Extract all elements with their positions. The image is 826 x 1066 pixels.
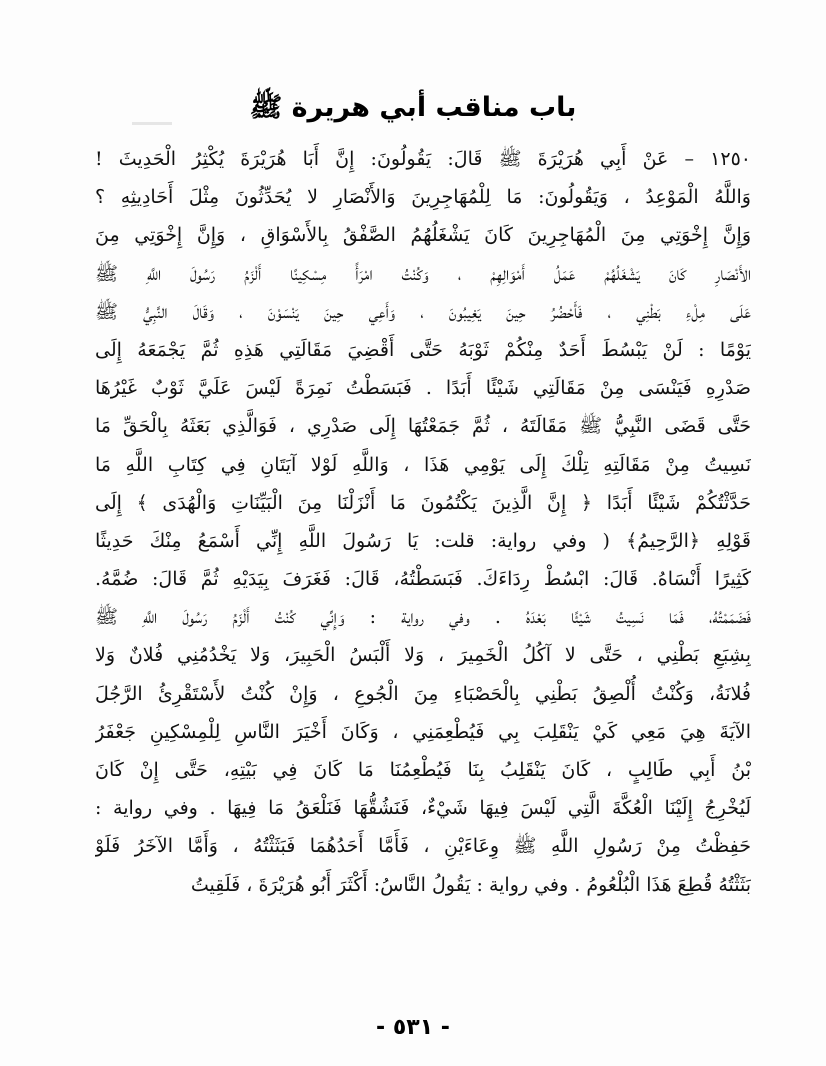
chapter-title: باب مناقب أبي هريرة ﷺ bbox=[249, 92, 577, 123]
text-line-11: قَوْلِهِ ﴿الرَّحِيمُ﴾ ( وفي رواية: قلت: يَا رَسُولَ اللَّهِ إِنِّي أَسْمَعُ مِنْكَ حَدِيثًا bbox=[95, 529, 751, 552]
text-line-4: الأَنْصَارِ كَانَ يَشْغَلُهُمْ عَمَلُ أَمْوَالِهِمْ ، وَكُنْتُ امْرَأً مِسْكِينًا أَلْزَمُ رَسُولَ اللَّهِ ﷺ bbox=[95, 262, 751, 285]
text-line-19: حَفِظْتُ مِنْ رَسُولِ اللَّهِ ﷺ وِعَاءَيْنِ ، فَأَمَّا أَحَدُهُمَا فَبَثَثْتُهُ ، وَأَمَّا الآخَرُ فَلَوْ bbox=[95, 835, 751, 858]
text-line-17: بْنُ أَبِي طَالِبٍ ، كَانَ يَنْقَلِبُ بِنَا فَيُطْعِمُنَا مَا كَانَ فِي بَيْتِهِ، حَتَّى إِنْ كَانَ bbox=[95, 759, 751, 781]
text-line-3: وَإِنَّ إِخْوَتِي مِنَ الْمُهَاجِرِينَ كَانَ يَشْغَلُهُمُ الصَّفْقُ بِالأَسْوَاقِ ، وَإِنَّ إِخْوَتِي مِنَ bbox=[95, 224, 751, 247]
page-number: - ٥٣١ - bbox=[376, 1015, 450, 1040]
text-line-6: يَوْمًا : لَنْ يَبْسُطَ أَحَدٌ مِنْكُمْ ثَوْبَهُ حَتَّى أَقْضِيَ مَقَالَتِي هَذِهِ ثُمَّ يَجْمَعَهُ إِلَى bbox=[95, 338, 751, 361]
hadith-text-block bbox=[95, 140, 751, 930]
text-line-13: فَضَمَمْتُهُ، فَمَا نَسِيتُ شَيْئًا بَعْدَهُ . وفي رواية : وَإِنِّي كُنْتُ أَلْزَمُ رَسُولَ اللَّهِ ﷺ bbox=[95, 606, 751, 629]
text-line-5: عَلَى مِلْءِ بَطْنِي ، فَأَحْضُرُ حِينَ يَغِيبُونَ ، وَأَعِي حِينَ يَنْسَوْنَ ، وَقَالَ النَّبِيُّ ﷺ bbox=[95, 300, 751, 323]
text-line-2: وَاللَّهُ الْمَوْعِدُ ، وَيَقُولُونَ: مَا لِلْمُهَاجِرِينَ وَالأَنْصَارِ لا يُحَدِّثُونَ مِثْلَ أَحَادِيثِهِ ؟ bbox=[95, 186, 751, 209]
text-line-8: حَتَّى قَضَى النَّبِيُّ ﷺ مَقَالَتَهُ ، ثُمَّ جَمَعْتُهَا إِلَى صَدْرِي ، فَوَالَّذِي بَعَثَهُ بِالْحَقِّ مَا bbox=[95, 415, 751, 438]
text-line-12: كَثِيرًا أَنْسَاهُ. قَالَ: ابْسُطْ رِدَاءَكَ. فَبَسَطْتُهُ، قَالَ: فَغَرَفَ بِيَدَيْهِ ثُمَّ قَالَ: ضُمَّهُ. bbox=[95, 568, 751, 591]
text-line-10: حَدَّثْتُكُمْ شَيْئًا أَبَدًا ﴿ إِنَّ الَّذِينَ يَكْتُمُونَ مَا أَنْزَلْنَا مِنَ الْبَيِّنَاتِ وَالْهُدَى ﴾ إِلَى bbox=[95, 491, 751, 514]
text-line-18: لَيُخْرِجُ إِلَيْنَا الْعُكَّةَ الَّتِي لَيْسَ فِيهَا شَيْءٌ، فَنَشُقُّهَا فَنَلْعَقُ مَا فِيهَا . وفي رواية : bbox=[95, 797, 751, 820]
text-line-7: صَدْرِهِ فَيَنْسَى مِنْ مَقَالَتِي شَيْئًا أَبَدًا . فَبَسَطْتُ نَمِرَةً لَيْسَ عَلَيَّ ثَوْبٌ غَيْرُهَا bbox=[95, 377, 751, 400]
text-line-1: ١٢٥٠ – عَنْ أَبِي هُرَيْرَةَ ﷺ قَالَ: يَقُولُونَ: إِنَّ أَبَا هُرَيْرَةَ يُكْثِرُ الْحَدِيثَ ! bbox=[95, 148, 751, 170]
text-line-20: بَثَثْتُهُ قُطِعَ هَذَا الْبُلْعُومُ . وفي رواية : يَقُولُ النَّاسُ: أَكْثَرَ أَبُو هُرَيْرَةَ ، فَلَقِيتُ bbox=[190, 873, 751, 896]
text-line-15: فُلانَةُ، وَكُنْتُ أُلْصِقُ بَطْنِي بِالْحَصْبَاءِ مِنَ الْجُوعِ ، وَإِنْ كُنْتُ لأَسْتَقْرِئُ الرَّجُلَ bbox=[95, 682, 751, 705]
text-line-9: نَسِيتُ مِنْ مَقَالَتِهِ تِلْكَ إِلَى يَوْمِي هَذَا ، وَاللَّهِ لَوْلا آيَتَانِ فِي كِتَابِ اللَّهِ مَا bbox=[95, 453, 751, 476]
text-line-16: الآيَةَ هِيَ مَعِي كَيْ يَنْقَلِبَ بِي فَيُطْعِمَنِي ، وَكَانَ أَخْيَرَ النَّاسِ لِلْمِسْكِينِ جَعْفَرُ bbox=[95, 720, 751, 743]
text-line-14: بِشِبَعِ بَطْنِي ، حَتَّى لا آكُلُ الْخَمِيرَ ، وَلا أَلْبَسُ الْحَبِيرَ، وَلا يَخْدُمُنِي فُلانٌ وَلا bbox=[95, 644, 751, 667]
